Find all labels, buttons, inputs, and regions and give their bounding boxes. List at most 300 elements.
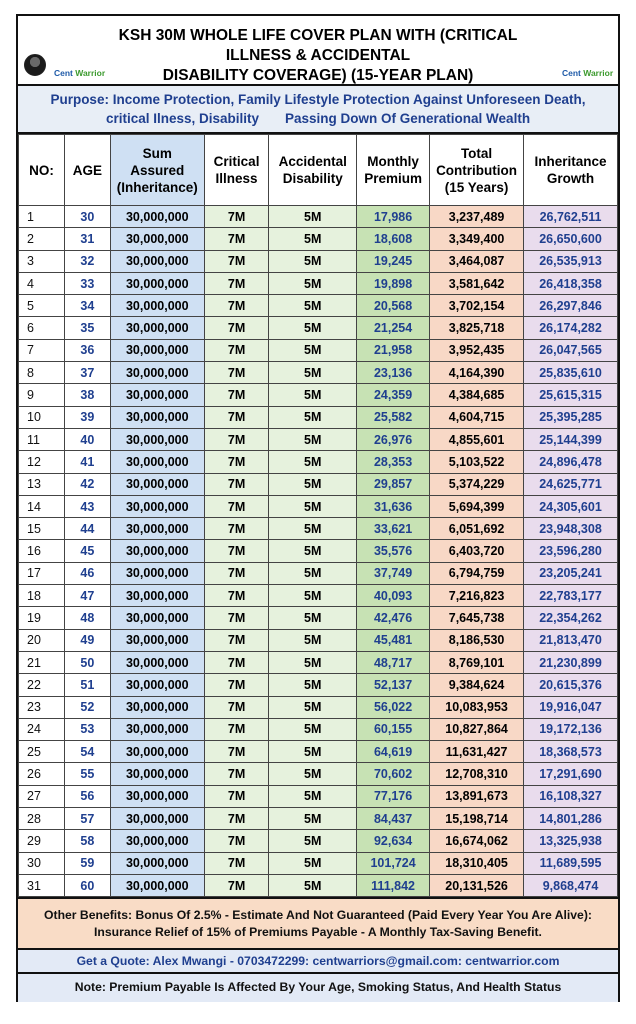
row-number: 23	[19, 696, 65, 718]
inheritance-growth-cell: 26,535,913	[524, 250, 618, 272]
critical-illness-cell: 7M	[204, 651, 269, 673]
sum-assured-cell: 30,000,000	[110, 540, 204, 562]
accidental-disability-cell: 5M	[269, 518, 357, 540]
accidental-disability-cell: 5M	[269, 540, 357, 562]
benefits-line-1: Other Benefits: Bonus Of 2.5% - Estimate And Not Guaranteed (Paid Every Year You Are Alive):	[44, 908, 592, 922]
age-cell: 53	[64, 718, 110, 740]
inheritance-growth-cell: 14,801,286	[524, 808, 618, 830]
inheritance-growth-cell: 24,896,478	[524, 451, 618, 473]
inheritance-growth-cell: 23,596,280	[524, 540, 618, 562]
age-cell: 57	[64, 808, 110, 830]
accidental-disability-cell: 5M	[269, 562, 357, 584]
table-header-row	[19, 135, 618, 206]
sum-assured-cell: 30,000,000	[110, 518, 204, 540]
inheritance-growth-cell: 20,615,376	[524, 674, 618, 696]
inheritance-growth-cell: 23,205,241	[524, 562, 618, 584]
monthly-premium-cell: 64,619	[357, 741, 430, 763]
accidental-disability-cell: 5M	[269, 808, 357, 830]
total-contribution-cell: 4,855,601	[430, 428, 524, 450]
monthly-premium-cell: 52,137	[357, 674, 430, 696]
title-block	[18, 16, 618, 86]
total-contribution-cell: 3,581,642	[430, 272, 524, 294]
total-contribution-cell: 3,464,087	[430, 250, 524, 272]
monthly-premium-cell: 33,621	[357, 518, 430, 540]
inheritance-growth-cell: 19,172,136	[524, 718, 618, 740]
row-number: 28	[19, 808, 65, 830]
header-critical-illness: Critical Illness	[204, 135, 269, 206]
total-contribution-cell: 3,825,718	[430, 317, 524, 339]
row-number: 16	[19, 540, 65, 562]
table-row	[19, 228, 618, 250]
critical-illness-cell: 7M	[204, 852, 269, 874]
monthly-premium-cell: 56,022	[357, 696, 430, 718]
total-contribution-cell: 10,827,864	[430, 718, 524, 740]
critical-illness-cell: 7M	[204, 339, 269, 361]
age-cell: 42	[64, 473, 110, 495]
total-contribution-cell: 5,694,399	[430, 495, 524, 517]
critical-illness-cell: 7M	[204, 718, 269, 740]
accidental-disability-cell: 5M	[269, 406, 357, 428]
header-accidental-disability: Accidental Disability	[269, 135, 357, 206]
inheritance-growth-cell: 9,868,474	[524, 874, 618, 896]
table-row	[19, 830, 618, 852]
monthly-premium-cell: 19,245	[357, 250, 430, 272]
inheritance-growth-cell: 18,368,573	[524, 741, 618, 763]
monthly-premium-cell: 77,176	[357, 785, 430, 807]
table-row	[19, 451, 618, 473]
inheritance-growth-cell: 22,783,177	[524, 585, 618, 607]
accidental-disability-cell: 5M	[269, 830, 357, 852]
sum-assured-cell: 30,000,000	[110, 250, 204, 272]
logo-right	[544, 54, 614, 82]
header-age: AGE	[64, 135, 110, 206]
header-inheritance-growth: Inheritance Growth	[524, 135, 618, 206]
header-no: NO:	[19, 135, 65, 206]
age-cell: 34	[64, 295, 110, 317]
sum-assured-cell: 30,000,000	[110, 473, 204, 495]
plan-sheet	[16, 14, 620, 1002]
table-row	[19, 718, 618, 740]
sum-assured-cell: 30,000,000	[110, 362, 204, 384]
monthly-premium-cell: 111,842	[357, 874, 430, 896]
critical-illness-cell: 7M	[204, 228, 269, 250]
total-contribution-cell: 15,198,714	[430, 808, 524, 830]
accidental-disability-cell: 5M	[269, 362, 357, 384]
monthly-premium-cell: 40,093	[357, 585, 430, 607]
total-contribution-cell: 18,310,405	[430, 852, 524, 874]
row-number: 7	[19, 339, 65, 361]
table-row	[19, 585, 618, 607]
table-row	[19, 428, 618, 450]
table-row	[19, 406, 618, 428]
critical-illness-cell: 7M	[204, 696, 269, 718]
total-contribution-cell: 11,631,427	[430, 741, 524, 763]
critical-illness-cell: 7M	[204, 741, 269, 763]
row-number: 2	[19, 228, 65, 250]
critical-illness-cell: 7M	[204, 785, 269, 807]
inheritance-growth-cell: 19,916,047	[524, 696, 618, 718]
total-contribution-cell: 5,103,522	[430, 451, 524, 473]
total-contribution-cell: 3,952,435	[430, 339, 524, 361]
page-title	[88, 26, 548, 86]
age-cell: 39	[64, 406, 110, 428]
monthly-premium-cell: 25,582	[357, 406, 430, 428]
quote-contact: Get a Quote: Alex Mwangi - 0703472299: centwarriors@gmail.com: centwarrior.com	[18, 950, 618, 974]
sum-assured-cell: 30,000,000	[110, 696, 204, 718]
premium-note: Note: Premium Payable Is Affected By Your Age, Smoking Status, And Health Status	[18, 974, 618, 1002]
accidental-disability-cell: 5M	[269, 250, 357, 272]
sum-assured-cell: 30,000,000	[110, 674, 204, 696]
age-cell: 60	[64, 874, 110, 896]
sum-assured-cell: 30,000,000	[110, 874, 204, 896]
accidental-disability-cell: 5M	[269, 384, 357, 406]
monthly-premium-cell: 48,717	[357, 651, 430, 673]
age-cell: 43	[64, 495, 110, 517]
total-contribution-cell: 8,186,530	[430, 629, 524, 651]
critical-illness-cell: 7M	[204, 607, 269, 629]
accidental-disability-cell: 5M	[269, 674, 357, 696]
row-number: 30	[19, 852, 65, 874]
critical-illness-cell: 7M	[204, 295, 269, 317]
total-contribution-cell: 3,702,154	[430, 295, 524, 317]
accidental-disability-cell: 5M	[269, 228, 357, 250]
inheritance-growth-cell: 25,615,315	[524, 384, 618, 406]
age-cell: 32	[64, 250, 110, 272]
total-contribution-cell: 3,349,400	[430, 228, 524, 250]
row-number: 21	[19, 651, 65, 673]
monthly-premium-cell: 45,481	[357, 629, 430, 651]
row-number: 15	[19, 518, 65, 540]
row-number: 18	[19, 585, 65, 607]
table-row	[19, 540, 618, 562]
age-cell: 40	[64, 428, 110, 450]
sum-assured-cell: 30,000,000	[110, 339, 204, 361]
inheritance-growth-cell: 26,047,565	[524, 339, 618, 361]
critical-illness-cell: 7M	[204, 451, 269, 473]
table-row	[19, 362, 618, 384]
table-row	[19, 674, 618, 696]
age-cell: 49	[64, 629, 110, 651]
table-row	[19, 763, 618, 785]
age-cell: 50	[64, 651, 110, 673]
row-number: 12	[19, 451, 65, 473]
sum-assured-cell: 30,000,000	[110, 317, 204, 339]
sum-assured-cell: 30,000,000	[110, 808, 204, 830]
monthly-premium-cell: 35,576	[357, 540, 430, 562]
inheritance-growth-cell: 23,948,308	[524, 518, 618, 540]
age-cell: 44	[64, 518, 110, 540]
row-number: 1	[19, 206, 65, 228]
total-contribution-cell: 8,769,101	[430, 651, 524, 673]
accidental-disability-cell: 5M	[269, 718, 357, 740]
monthly-premium-cell: 92,634	[357, 830, 430, 852]
critical-illness-cell: 7M	[204, 362, 269, 384]
accidental-disability-cell: 5M	[269, 874, 357, 896]
total-contribution-cell: 12,708,310	[430, 763, 524, 785]
age-cell: 58	[64, 830, 110, 852]
monthly-premium-cell: 70,602	[357, 763, 430, 785]
sum-assured-cell: 30,000,000	[110, 852, 204, 874]
critical-illness-cell: 7M	[204, 272, 269, 294]
logo-left	[24, 54, 106, 82]
row-number: 26	[19, 763, 65, 785]
age-cell: 47	[64, 585, 110, 607]
table-row	[19, 272, 618, 294]
row-number: 3	[19, 250, 65, 272]
total-contribution-cell: 5,374,229	[430, 473, 524, 495]
table-row	[19, 874, 618, 896]
total-contribution-cell: 3,237,489	[430, 206, 524, 228]
total-contribution-cell: 6,051,692	[430, 518, 524, 540]
inheritance-growth-cell: 21,813,470	[524, 629, 618, 651]
monthly-premium-cell: 18,608	[357, 228, 430, 250]
age-cell: 41	[64, 451, 110, 473]
critical-illness-cell: 7M	[204, 585, 269, 607]
accidental-disability-cell: 5M	[269, 651, 357, 673]
critical-illness-cell: 7M	[204, 562, 269, 584]
logo-text-left: Cent Warrior	[54, 68, 106, 78]
age-cell: 52	[64, 696, 110, 718]
sum-assured-cell: 30,000,000	[110, 830, 204, 852]
row-number: 6	[19, 317, 65, 339]
accidental-disability-cell: 5M	[269, 785, 357, 807]
accidental-disability-cell: 5M	[269, 339, 357, 361]
age-cell: 30	[64, 206, 110, 228]
row-number: 13	[19, 473, 65, 495]
sum-assured-cell: 30,000,000	[110, 763, 204, 785]
other-benefits	[18, 897, 618, 950]
total-contribution-cell: 4,384,685	[430, 384, 524, 406]
age-cell: 59	[64, 852, 110, 874]
total-contribution-cell: 7,216,823	[430, 585, 524, 607]
age-cell: 55	[64, 763, 110, 785]
purpose-line-2: critical Ilness, Disability Passing Down Of Generational Wealth	[105, 111, 531, 126]
accidental-disability-cell: 5M	[269, 629, 357, 651]
monthly-premium-cell: 29,857	[357, 473, 430, 495]
accidental-disability-cell: 5M	[269, 495, 357, 517]
sum-assured-cell: 30,000,000	[110, 384, 204, 406]
table-row	[19, 495, 618, 517]
age-cell: 54	[64, 741, 110, 763]
row-number: 27	[19, 785, 65, 807]
row-number: 24	[19, 718, 65, 740]
inheritance-growth-cell: 16,108,327	[524, 785, 618, 807]
row-number: 4	[19, 272, 65, 294]
total-contribution-cell: 10,083,953	[430, 696, 524, 718]
sum-assured-cell: 30,000,000	[110, 451, 204, 473]
accidental-disability-cell: 5M	[269, 272, 357, 294]
critical-illness-cell: 7M	[204, 384, 269, 406]
table-row	[19, 473, 618, 495]
row-number: 14	[19, 495, 65, 517]
sum-assured-cell: 30,000,000	[110, 495, 204, 517]
monthly-premium-cell: 24,359	[357, 384, 430, 406]
sum-assured-cell: 30,000,000	[110, 206, 204, 228]
accidental-disability-cell: 5M	[269, 295, 357, 317]
total-contribution-cell: 9,384,624	[430, 674, 524, 696]
table-row	[19, 741, 618, 763]
row-number: 20	[19, 629, 65, 651]
accidental-disability-cell: 5M	[269, 741, 357, 763]
inheritance-growth-cell: 25,395,285	[524, 406, 618, 428]
table-row	[19, 518, 618, 540]
age-cell: 51	[64, 674, 110, 696]
inheritance-growth-cell: 13,325,938	[524, 830, 618, 852]
age-cell: 48	[64, 607, 110, 629]
purpose-banner	[18, 86, 618, 134]
total-contribution-cell: 16,674,062	[430, 830, 524, 852]
monthly-premium-cell: 19,898	[357, 272, 430, 294]
age-cell: 36	[64, 339, 110, 361]
accidental-disability-cell: 5M	[269, 607, 357, 629]
table-row	[19, 852, 618, 874]
monthly-premium-cell: 23,136	[357, 362, 430, 384]
inheritance-growth-cell: 17,291,690	[524, 763, 618, 785]
critical-illness-cell: 7M	[204, 495, 269, 517]
table-row	[19, 317, 618, 339]
age-cell: 46	[64, 562, 110, 584]
row-number: 8	[19, 362, 65, 384]
sum-assured-cell: 30,000,000	[110, 428, 204, 450]
age-cell: 56	[64, 785, 110, 807]
critical-illness-cell: 7M	[204, 629, 269, 651]
sum-assured-cell: 30,000,000	[110, 651, 204, 673]
row-number: 17	[19, 562, 65, 584]
header-monthly-premium: Monthly Premium	[357, 135, 430, 206]
sum-assured-cell: 30,000,000	[110, 562, 204, 584]
critical-illness-cell: 7M	[204, 830, 269, 852]
critical-illness-cell: 7M	[204, 317, 269, 339]
row-number: 5	[19, 295, 65, 317]
critical-illness-cell: 7M	[204, 473, 269, 495]
monthly-premium-cell: 26,976	[357, 428, 430, 450]
table-row	[19, 785, 618, 807]
total-contribution-cell: 13,891,673	[430, 785, 524, 807]
sum-assured-cell: 30,000,000	[110, 295, 204, 317]
row-number: 22	[19, 674, 65, 696]
row-number: 19	[19, 607, 65, 629]
inheritance-growth-cell: 26,418,358	[524, 272, 618, 294]
age-cell: 38	[64, 384, 110, 406]
monthly-premium-cell: 17,986	[357, 206, 430, 228]
total-contribution-cell: 6,403,720	[430, 540, 524, 562]
inheritance-growth-cell: 24,305,601	[524, 495, 618, 517]
critical-illness-cell: 7M	[204, 763, 269, 785]
accidental-disability-cell: 5M	[269, 206, 357, 228]
table-row	[19, 295, 618, 317]
monthly-premium-cell: 101,724	[357, 852, 430, 874]
inheritance-growth-cell: 21,230,899	[524, 651, 618, 673]
header-sum-assured: Sum Assured (Inheritance)	[110, 135, 204, 206]
sum-assured-cell: 30,000,000	[110, 607, 204, 629]
table-row	[19, 206, 618, 228]
monthly-premium-cell: 31,636	[357, 495, 430, 517]
monthly-premium-cell: 28,353	[357, 451, 430, 473]
sum-assured-cell: 30,000,000	[110, 228, 204, 250]
monthly-premium-cell: 42,476	[357, 607, 430, 629]
title-line-2: DISABILITY COVERAGE) (15-YEAR PLAN)	[162, 67, 474, 84]
inheritance-growth-cell: 26,174,282	[524, 317, 618, 339]
monthly-premium-cell: 21,958	[357, 339, 430, 361]
purpose-line-1: Purpose: Income Protection, Family Lifestyle Protection Against Unforeseen Death,	[50, 92, 586, 107]
age-cell: 35	[64, 317, 110, 339]
table-row	[19, 651, 618, 673]
header-total-contribution: Total Contribution (15 Years)	[430, 135, 524, 206]
critical-illness-cell: 7M	[204, 428, 269, 450]
table-body	[19, 206, 618, 897]
sum-assured-cell: 30,000,000	[110, 585, 204, 607]
inheritance-growth-cell: 26,650,600	[524, 228, 618, 250]
accidental-disability-cell: 5M	[269, 428, 357, 450]
age-cell: 31	[64, 228, 110, 250]
inheritance-growth-cell: 11,689,595	[524, 852, 618, 874]
row-number: 31	[19, 874, 65, 896]
row-number: 10	[19, 406, 65, 428]
logo-text-right: Cent Warrior	[562, 68, 614, 78]
critical-illness-cell: 7M	[204, 540, 269, 562]
accidental-disability-cell: 5M	[269, 696, 357, 718]
total-contribution-cell: 6,794,759	[430, 562, 524, 584]
critical-illness-cell: 7M	[204, 808, 269, 830]
inheritance-growth-cell: 25,144,399	[524, 428, 618, 450]
inheritance-growth-cell: 24,625,771	[524, 473, 618, 495]
avatar-logo-icon	[24, 54, 46, 76]
table-row	[19, 607, 618, 629]
inheritance-growth-cell: 25,835,610	[524, 362, 618, 384]
total-contribution-cell: 4,604,715	[430, 406, 524, 428]
benefits-line-2: Insurance Relief of 15% of Premiums Payable - A Monthly Tax-Saving Benefit.	[94, 925, 542, 939]
monthly-premium-cell: 20,568	[357, 295, 430, 317]
table-row	[19, 562, 618, 584]
critical-illness-cell: 7M	[204, 518, 269, 540]
critical-illness-cell: 7M	[204, 406, 269, 428]
inheritance-growth-cell: 22,354,262	[524, 607, 618, 629]
monthly-premium-cell: 84,437	[357, 808, 430, 830]
title-line-1: KSH 30M WHOLE LIFE COVER PLAN WITH (CRITICAL ILLNESS & ACCIDENTAL	[118, 27, 518, 64]
sum-assured-cell: 30,000,000	[110, 629, 204, 651]
sum-assured-cell: 30,000,000	[110, 741, 204, 763]
accidental-disability-cell: 5M	[269, 317, 357, 339]
sum-assured-cell: 30,000,000	[110, 718, 204, 740]
accidental-disability-cell: 5M	[269, 473, 357, 495]
accidental-disability-cell: 5M	[269, 585, 357, 607]
inheritance-growth-cell: 26,297,846	[524, 295, 618, 317]
critical-illness-cell: 7M	[204, 674, 269, 696]
age-cell: 37	[64, 362, 110, 384]
critical-illness-cell: 7M	[204, 250, 269, 272]
accidental-disability-cell: 5M	[269, 852, 357, 874]
accidental-disability-cell: 5M	[269, 451, 357, 473]
table-row	[19, 808, 618, 830]
table-row	[19, 339, 618, 361]
total-contribution-cell: 7,645,738	[430, 607, 524, 629]
row-number: 9	[19, 384, 65, 406]
sum-assured-cell: 30,000,000	[110, 406, 204, 428]
monthly-premium-cell: 21,254	[357, 317, 430, 339]
row-number: 11	[19, 428, 65, 450]
critical-illness-cell: 7M	[204, 206, 269, 228]
premium-table	[18, 134, 618, 897]
table-row	[19, 384, 618, 406]
inheritance-growth-cell: 26,762,511	[524, 206, 618, 228]
accidental-disability-cell: 5M	[269, 763, 357, 785]
table-row	[19, 696, 618, 718]
row-number: 25	[19, 741, 65, 763]
age-cell: 45	[64, 540, 110, 562]
age-cell: 33	[64, 272, 110, 294]
total-contribution-cell: 20,131,526	[430, 874, 524, 896]
row-number: 29	[19, 830, 65, 852]
